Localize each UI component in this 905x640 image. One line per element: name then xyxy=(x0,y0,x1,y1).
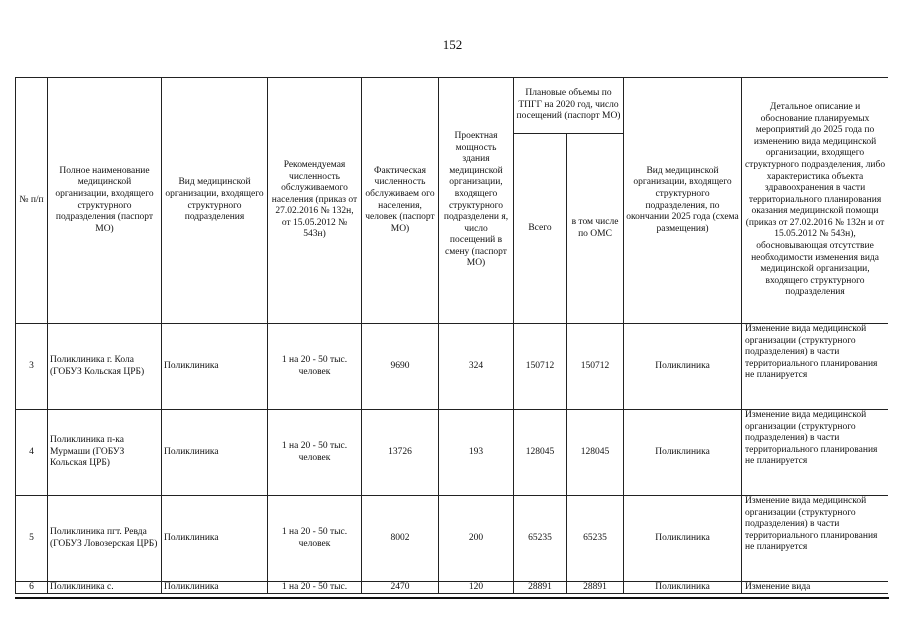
header-recommended: Рекомендуемая численность обслуживаемого населения (приказ от 27.02.2016 № 132н, от 15.05.2012 № 543н) xyxy=(268,78,362,324)
row-num: 6 xyxy=(16,582,48,594)
row-total: 150712 xyxy=(514,324,567,410)
row-actual: 9690 xyxy=(362,324,439,410)
row-oms: 65235 xyxy=(567,496,624,582)
row-capacity: 193 xyxy=(439,410,514,496)
header-planned-oms: в том числе по ОМС xyxy=(567,134,624,324)
row-actual: 13726 xyxy=(362,410,439,496)
row-name: Поликлиника г. Кола (ГОБУЗ Кольская ЦРБ) xyxy=(48,324,162,410)
row-detail: Изменение вида медицинской организации (структурного подразделения) в части территориального планирования не планируется xyxy=(742,410,888,496)
facilities-table xyxy=(15,77,888,594)
page-number: 152 xyxy=(442,37,463,52)
row-actual: 2470 xyxy=(362,582,439,594)
row-type: Поликлиника xyxy=(162,582,268,594)
row-total: 28891 xyxy=(514,582,567,594)
table-container xyxy=(15,77,888,597)
page-bottom-rule xyxy=(15,597,889,599)
header-full-name: Полное наименование медицинской организации, входящего структурного подразделения (паспорт МО) xyxy=(48,78,162,324)
row-name: Поликлиника пгт. Ревда (ГОБУЗ Ловозерская ЦРБ) xyxy=(48,496,162,582)
row-name: Поликлиника с. xyxy=(48,582,162,594)
row-oms: 28891 xyxy=(567,582,624,594)
row-type: Поликлиника xyxy=(162,496,268,582)
row-num: 3 xyxy=(16,324,48,410)
row-recommended: 1 на 20 - 50 тыс. человек xyxy=(268,410,362,496)
row-type: Поликлиника xyxy=(162,324,268,410)
row-num: 4 xyxy=(16,410,48,496)
table-row xyxy=(16,324,889,410)
header-num: № п/п xyxy=(16,78,48,324)
header-detail: Детальное описание и обоснование планируемых мероприятий до 2025 года по изменению вида медицинской организации, входящего структурного подразделения, либо характеристика объекта здравоохранения в части территориального планирования оказания медицинской помощи (приказ от 27.02.2016 № 132н и от 15.05.2012 № 543н), обосновывающая отсутствие необходимости изменения вида медицинской организации, входящего структурного подразделения xyxy=(742,78,888,324)
row-actual: 8002 xyxy=(362,496,439,582)
row-capacity: 200 xyxy=(439,496,514,582)
header-planned-total: Всего xyxy=(514,134,567,324)
header-planned: Плановые объемы по ТПГГ на 2020 год, число посещений (паспорт МО) xyxy=(514,78,624,134)
header-type-2025: Вид медицинской организации, входящего структурного подразделения, по окончании 2025 года (схема размещения) xyxy=(624,78,742,324)
row-total: 65235 xyxy=(514,496,567,582)
row-recommended: 1 на 20 - 50 тыс. человек xyxy=(268,496,362,582)
row-num: 5 xyxy=(16,496,48,582)
row-type-2025: Поликлиника xyxy=(624,496,742,582)
row-capacity: 324 xyxy=(439,324,514,410)
table-row xyxy=(16,410,889,496)
header-actual: Фактическая численность обслуживаем ого населения, человек (паспорт МО) xyxy=(362,78,439,324)
table-row xyxy=(16,582,889,594)
header-row-top xyxy=(16,78,889,134)
row-type-2025: Поликлиника xyxy=(624,324,742,410)
row-oms: 150712 xyxy=(567,324,624,410)
header-capacity: Проектная мощность здания медицинской организации, входящего структурного подразделени я, число посещений в смену (паспорт МО) xyxy=(439,78,514,324)
row-detail: Изменение вида медицинской организации (структурного подразделения) в части территориального планирования не планируется xyxy=(742,496,888,582)
row-oms: 128045 xyxy=(567,410,624,496)
header-type: Вид медицинской организации, входящего структурного подразделения xyxy=(162,78,268,324)
row-type-2025: Поликлиника xyxy=(624,582,742,594)
row-recommended: 1 на 20 - 50 тыс. человек xyxy=(268,324,362,410)
row-detail: Изменение вида медицинской организации (структурного подразделения) в части территориального планирования не планируется xyxy=(742,324,888,410)
row-type-2025: Поликлиника xyxy=(624,410,742,496)
row-name: Поликлиника п-ка Мурмаши (ГОБУЗ Кольская ЦРБ) xyxy=(48,410,162,496)
row-capacity: 120 xyxy=(439,582,514,594)
row-total: 128045 xyxy=(514,410,567,496)
row-recommended: 1 на 20 - 50 тыс. xyxy=(268,582,362,594)
row-detail: Изменение вида xyxy=(742,582,888,594)
table-row xyxy=(16,496,889,582)
row-type: Поликлиника xyxy=(162,410,268,496)
